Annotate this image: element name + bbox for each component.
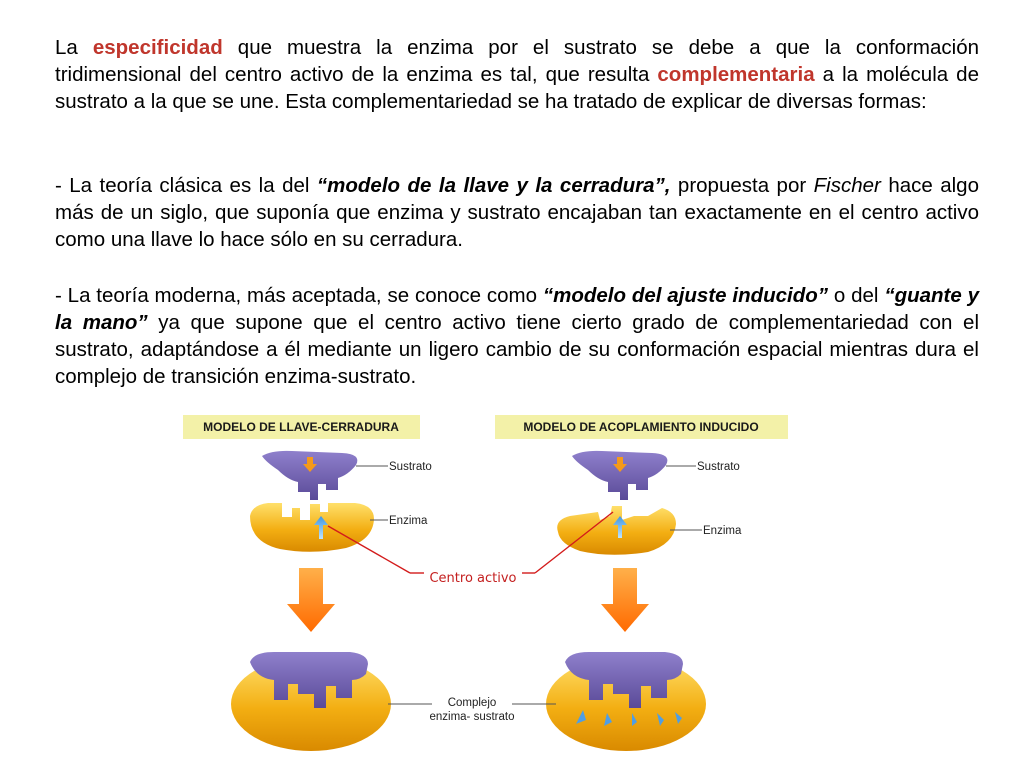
label-complejo-line2: enzima- sustrato xyxy=(429,711,515,723)
paragraph-modern-theory xyxy=(55,282,979,390)
complex-right xyxy=(546,652,706,751)
down-arrow-left xyxy=(287,568,335,632)
keyword-complementaria: complementaria xyxy=(657,63,815,86)
title-lock-key-text: MODELO DE LLAVE-CERRADURA xyxy=(203,420,399,434)
label-sustrato-left: Sustrato xyxy=(389,461,432,473)
enzyme-shape-left xyxy=(250,503,374,552)
text-span: - La teoría clásica es la del xyxy=(55,174,317,197)
model-name-glove-hand: “guante y la mano” xyxy=(55,284,980,334)
paragraph-intro xyxy=(55,34,979,115)
enzyme-models-figure xyxy=(170,408,810,768)
model-name-lock-key: “modelo de la llave y la cerradura”, xyxy=(316,174,671,197)
label-sustrato-right: Sustrato xyxy=(697,461,740,473)
label-enzima-right: Enzima xyxy=(703,525,742,537)
down-arrow-right xyxy=(601,568,649,632)
label-complejo-line1: Complejo xyxy=(447,697,497,709)
title-lock-key xyxy=(183,415,420,439)
text-span: hace algo más de un siglo, que suponía que enzima y sustrato encajaban tan exactamente en el centro activo como una llave lo hace sólo en su cerradura. xyxy=(55,174,979,251)
keyword-especificidad: especificidad xyxy=(92,36,223,59)
text-span: ya que supone que el centro activo tiene cierto grado de complementariedad con el sustrato, adaptándose a él mediante un ligero cambio de su conformación espacial mientras dura el complejo de transición enzima-sustrato. xyxy=(55,311,979,388)
text-span: a la molécula de sustrato a la que se une. Esta complementariedad se ha tratado de explicar de diversas formas: xyxy=(55,63,979,113)
text-span: propuesta por xyxy=(670,174,814,197)
text-span: - La teoría moderna, más aceptada, se conoce como xyxy=(55,284,543,307)
title-induced-fit xyxy=(495,415,788,439)
text-span: que muestra la enzima por el sustrato se debe a que la conformación tridimensional del centro activo de la enzima es tal, que resulta xyxy=(55,36,979,86)
label-enzima-left: Enzima xyxy=(389,515,428,527)
model-name-induced-fit: “modelo del ajuste inducido” xyxy=(542,284,829,307)
label-centro-activo: Centro activo xyxy=(429,571,517,586)
paragraph-classic-theory xyxy=(55,172,979,253)
enzyme-shape-right xyxy=(557,506,676,555)
text-span: La xyxy=(55,36,93,59)
text-span: o del xyxy=(828,284,885,307)
title-induced-fit-text: MODELO DE ACOPLAMIENTO INDUCIDO xyxy=(523,420,759,434)
complex-left xyxy=(231,652,391,751)
author-fischer: Fischer xyxy=(813,174,881,197)
